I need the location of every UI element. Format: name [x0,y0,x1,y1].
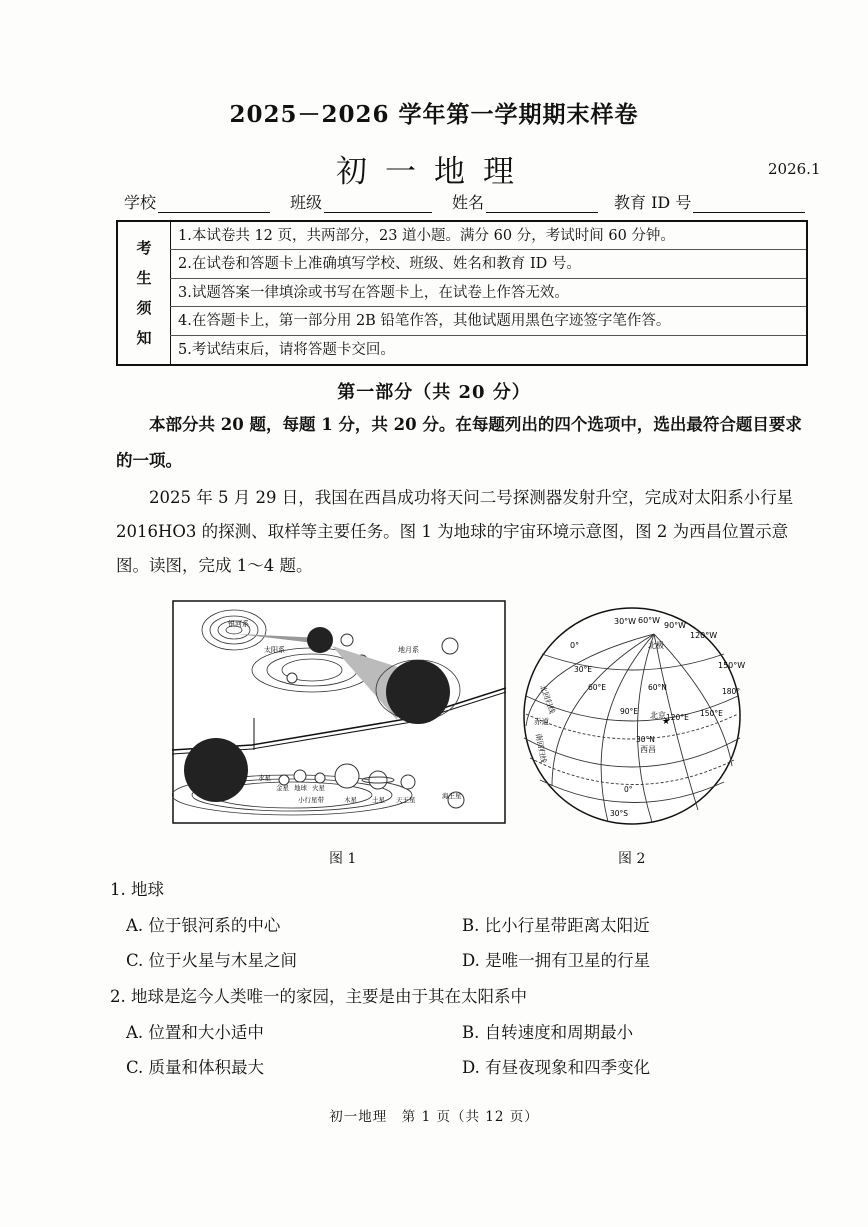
svg-text:南回归线: 南回归线 [534,732,549,764]
svg-text:30°S: 30°S [610,809,629,818]
name-field[interactable] [452,190,598,213]
solar-label: 太阳系 [264,646,285,654]
svg-text:小行星带: 小行星带 [298,796,324,804]
svg-text:木星: 木星 [344,796,357,804]
svg-text:60°N: 60°N [648,683,667,692]
class-label: 班级 [290,193,323,212]
svg-text:180°: 180° [722,687,741,696]
passage-text: 2025 年 5 月 29 日，我国在西昌成功将天问二号探测器发射升空，完成对太阳系小行星 2016HO3 的探测、取样等主要任务。图 1 为地球的宇宙环境示意图，图 2 为西昌位置示意图。读图，完成 1～4 题。 [116,488,794,575]
svg-text:150°W: 150°W [718,661,746,670]
question-1-stem: 1. 地球 [110,880,164,899]
school-field[interactable] [124,190,270,213]
galaxy-label: 银河系 [228,620,249,628]
svg-text:地球: 地球 [294,784,307,792]
earthmoon-label: 地月系 [398,646,419,654]
svg-text:金星: 金星 [276,784,289,792]
xichang-label: 西昌 [640,745,656,754]
section-instruction: 本部分共 20 题，每题 1 分，共 20 分。在每题列出的四个选项中，选出最符合题目要求的一项。 [116,415,802,470]
note-item: 1.本试卷共 12 页，共两部分，23 道小题。满分 60 分，考试时间 60 分钟。 [170,222,806,250]
class-field[interactable] [290,190,432,213]
question-2-option-d[interactable]: D. 有昼夜现象和四季变化 [462,1058,651,1077]
question-1-option-d[interactable]: D. 是唯一拥有卫星的行星 [462,951,651,970]
svg-text:120°E: 120°E [666,713,689,722]
class-blank[interactable] [324,196,432,213]
id-field[interactable] [614,190,805,213]
figure2-globe [512,596,752,828]
school-label: 学校 [124,193,157,212]
svg-text:北回归线: 北回归线 [538,683,557,715]
exam-date: 2026.1 [768,160,821,178]
svg-text:120°W: 120°W [690,631,718,640]
page-footer: 初一地理 第 1 页（共 12 页） [329,1109,539,1125]
svg-text:水星: 水星 [258,774,271,782]
note-item: 3.试题答案一律填涂或书写在答题卡上，在试卷上作答无效。 [170,279,806,307]
note-item: 5.考试结束后，请将答题卡交回。 [178,341,395,358]
svg-text:60°W: 60°W [638,616,661,625]
exam-title: 2025－2026 学年第一学期期末样卷 [229,101,639,128]
large-sun-icon [184,738,248,802]
id-blank[interactable] [693,196,805,213]
figure1-cosmic-environment [172,600,506,824]
question-2-option-a[interactable]: A. 位置和大小适中 [126,1023,264,1042]
figure1-caption: 图 1 [329,851,357,867]
notes-side-label: 考 生 须 知 [118,222,171,364]
name-blank[interactable] [486,196,598,213]
svg-text:90°W: 90°W [664,621,687,630]
north-pole-label: 北极 [648,641,664,650]
xichang-star-icon: ★ [662,717,671,727]
figure2-caption: 图 2 [618,851,646,867]
subject-title: 初一地理 [336,154,532,190]
question-1-option-a[interactable]: A. 位于银河系的中心 [126,916,281,935]
svg-text:0°: 0° [624,785,633,794]
svg-text:60°E: 60°E [588,683,607,692]
svg-text:0°: 0° [570,641,580,650]
svg-text:赤道: 赤道 [534,717,549,726]
svg-text:150°E: 150°E [700,709,723,718]
svg-text:天王星: 天王星 [396,796,416,804]
note-item: 2.在试卷和答题卡上准确填写学校、班级、姓名和教育 ID 号。 [170,250,806,278]
section-title: 第一部分（共 20 分） [337,382,531,403]
question-2-option-c[interactable]: C. 质量和体积最大 [126,1058,265,1077]
sun-icon [307,627,333,653]
svg-text:30°N: 30°N [636,735,655,744]
exam-notes-box [116,220,808,366]
id-label: 教育 ID 号 [614,193,692,212]
svg-text:海王星: 海王星 [442,792,462,800]
question-2-stem: 2. 地球是迄今人类唯一的家园，主要是由于其在太阳系中 [110,987,527,1006]
question-2-option-b[interactable]: B. 自转速度和周期最小 [462,1023,634,1042]
question-1-option-b[interactable]: B. 比小行星带距离太阳近 [462,916,650,935]
svg-text:火星: 火星 [312,784,325,792]
name-label: 姓名 [452,193,485,212]
svg-text:30°W: 30°W [614,617,637,626]
beijing-label: 北京 [650,711,666,720]
svg-text:30°E: 30°E [574,665,593,674]
note-item: 4.在答题卡上，第一部分用 2B 铅笔作答，其他试题用黑色字迹签字笔作答。 [170,307,806,335]
school-blank[interactable] [158,196,270,213]
svg-text:90°E: 90°E [620,707,639,716]
question-1-option-c[interactable]: C. 位于火星与木星之间 [126,951,298,970]
svg-text:土星: 土星 [372,796,385,804]
